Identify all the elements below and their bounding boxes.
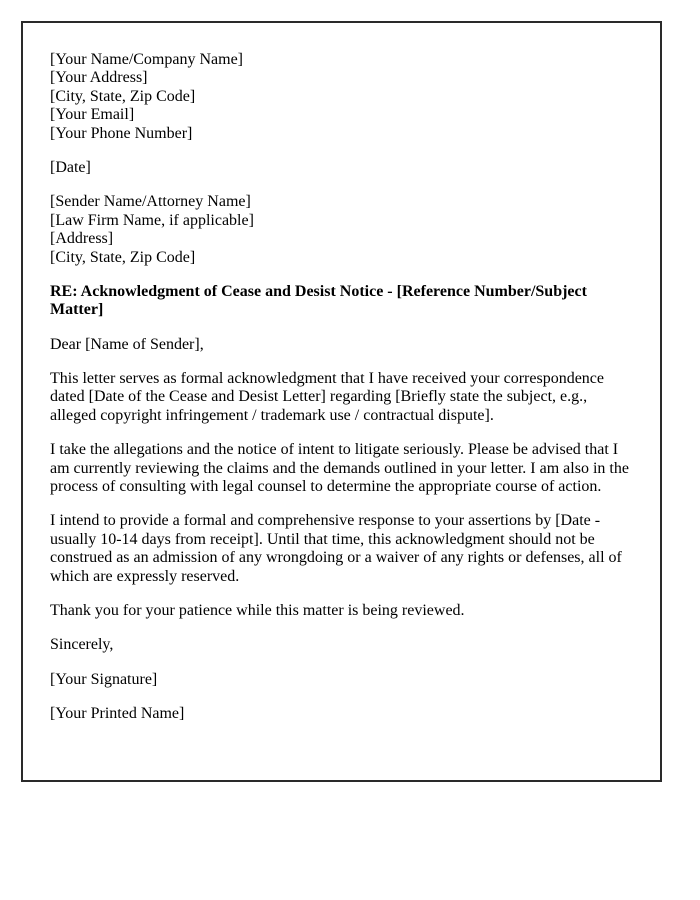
- address-line: [Your Address]: [50, 69, 148, 87]
- printed-name-placeholder: [Your Printed Name]: [50, 705, 185, 723]
- body-paragraph: Thank you for your patience while this matter is being reviewed.: [50, 601, 465, 619]
- body-paragraph: This letter serves as formal acknowledgment that I have received your correspondence dated [Date of the Cease and Desist Letter] regarding [Briefly state the subject, e.g., alleged copyright infringement / trademark use / contractual dispute].: [50, 370, 604, 424]
- address-line: [Law Firm Name, if applicable]: [50, 211, 254, 229]
- address-line: [Your Email]: [50, 106, 135, 124]
- subject-line: RE: Acknowledgment of Cease and Desist Notice - [Reference Number/Subject Matter]: [50, 282, 587, 319]
- address-line: [Address]: [50, 230, 114, 248]
- sender-address-block: [50, 51, 631, 143]
- salutation: Dear [Name of Sender],: [50, 335, 204, 353]
- address-line: [Your Name/Company Name]: [50, 51, 244, 68]
- body-paragraph: I take the allegations and the notice of intent to litigate seriously. Please be advised that I am currently reviewing the claims and the demands outlined in your letter. I am also in the process of consulting with legal counsel to determine the appropriate course of action.: [50, 441, 629, 496]
- address-line: [Sender Name/Attorney Name]: [50, 193, 251, 211]
- address-line: [City, State, Zip Code]: [50, 248, 196, 266]
- address-line: [Your Phone Number]: [50, 124, 193, 142]
- address-line: [City, State, Zip Code]: [50, 87, 196, 105]
- letter-document: [21, 21, 662, 782]
- recipient-address-block: [50, 193, 631, 267]
- date-line: [Date]: [50, 158, 91, 176]
- body-paragraph: I intend to provide a formal and comprehensive response to your assertions by [Date - usually 10-14 days from receipt]. Until that time, this acknowledgment should not be construed as an admission of any wrongdoing or a waiver of any rights or defenses, all of which are expressly reserved.: [50, 512, 622, 585]
- signature-placeholder: [Your Signature]: [50, 670, 158, 688]
- closing: Sincerely,: [50, 636, 114, 654]
